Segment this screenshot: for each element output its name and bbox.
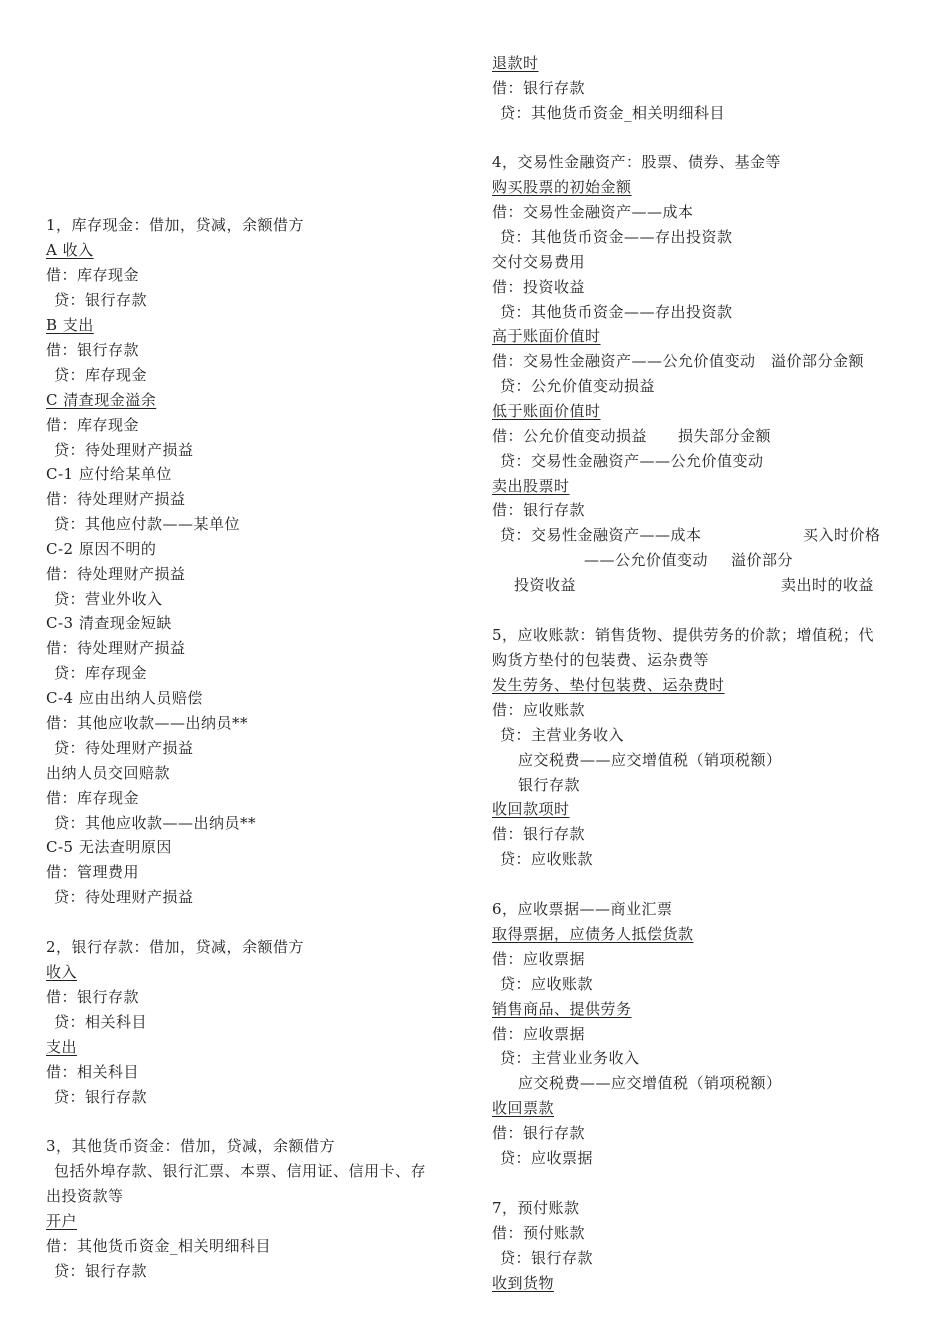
right-line: 借：交易性金融资产——公允价值变动 溢价部分金额 bbox=[492, 352, 865, 370]
left-line: 贷：库存现金 bbox=[54, 366, 148, 384]
right-line: 4，交易性金融资产：股票、债券、基金等 bbox=[492, 153, 782, 171]
left-line: 贷：银行存款 bbox=[54, 1262, 148, 1280]
right-line: 低于账面价值时 bbox=[492, 402, 601, 420]
right-line: 卖出股票时 bbox=[492, 477, 570, 495]
left-line: 开户 bbox=[46, 1212, 78, 1230]
right-line: 借：预付账款 bbox=[492, 1224, 586, 1242]
left-line: 贷：待处理财产损益 bbox=[54, 888, 194, 906]
left-line: 贷：银行存款 bbox=[54, 1088, 148, 1106]
left-line: C-5 无法查明原因 bbox=[46, 838, 172, 856]
right-line: 贷：其他货币资金——存出投资款 bbox=[500, 303, 733, 321]
left-line: 2，银行存款：借加，贷减，余额借方 bbox=[46, 938, 305, 956]
right-line: 6，应收票据——商业汇票 bbox=[492, 900, 673, 918]
right-line: 收回票款 bbox=[492, 1099, 555, 1117]
sale-investment-income: 投资收益 bbox=[514, 576, 577, 594]
right-line: 借：银行存款 bbox=[492, 79, 586, 97]
sale-income: 卖出时的收益 bbox=[781, 576, 875, 594]
left-line: C-2 原因不明的 bbox=[46, 540, 157, 558]
left-line: 借：待处理财产损益 bbox=[46, 565, 186, 583]
left-line: 贷：银行存款 bbox=[54, 291, 148, 309]
right-line: 收到货物 bbox=[492, 1274, 555, 1292]
right-line: 贷：其他货币资金_相关明细科目 bbox=[500, 104, 726, 122]
right-line: 借：应收票据 bbox=[492, 1025, 586, 1043]
left-line: 包括外埠存款、银行汇票、本票、信用证、信用卡、存 bbox=[54, 1162, 427, 1180]
left-line: 贷：相关科目 bbox=[54, 1013, 148, 1031]
left-line: 3，其他货币资金：借加，贷减，余额借方 bbox=[46, 1137, 336, 1155]
right-line: 购买股票的初始金额 bbox=[492, 178, 632, 196]
right-line: 高于账面价值时 bbox=[492, 327, 601, 345]
right-line: 取得票据，应债务人抵偿货款 bbox=[492, 925, 694, 943]
right-line: 贷：公允价值变动损益 bbox=[500, 377, 656, 395]
right-line: 应交税费——应交增值税（销项税额） bbox=[518, 751, 782, 769]
sale-buy-price: 买入时价格 bbox=[803, 526, 881, 544]
right-line: 借：交易性金融资产——成本 bbox=[492, 203, 694, 221]
right-line: 借：银行存款 bbox=[492, 825, 586, 843]
right-line: 贷：交易性金融资产——公允价值变动 bbox=[500, 452, 764, 470]
right-line: 贷：主营业务收入 bbox=[500, 726, 625, 744]
sale-credit-cost: 贷：交易性金融资产——成本 bbox=[500, 526, 702, 544]
right-line: 借：公允价值变动损益 损失部分金额 bbox=[492, 427, 772, 445]
right-line: 贷：其他货币资金——存出投资款 bbox=[500, 228, 733, 246]
left-line: C-1 应付给某单位 bbox=[46, 465, 172, 483]
left-line: 贷：营业外收入 bbox=[54, 590, 163, 608]
left-line: 借：管理费用 bbox=[46, 863, 140, 881]
right-line: 借：应收账款 bbox=[492, 701, 586, 719]
left-line: C 清查现金溢余 bbox=[46, 391, 157, 409]
right-line: 贷：应收票据 bbox=[500, 1149, 594, 1167]
left-line: 借：其他应收款——出纳员** bbox=[46, 714, 249, 732]
right-line: 借：银行存款 bbox=[492, 1124, 586, 1142]
right-line: 销售商品、提供劳务 bbox=[492, 1000, 632, 1018]
left-line: 借：库存现金 bbox=[46, 416, 140, 434]
left-line: 出纳人员交回赔款 bbox=[46, 764, 171, 782]
left-line: 借：其他货币资金_相关明细科目 bbox=[46, 1237, 272, 1255]
right-line: 发生劳务、垫付包装费、运杂费时 bbox=[492, 676, 725, 694]
right-line: 贷：应收账款 bbox=[500, 975, 594, 993]
right-line: 应交税费——应交增值税（销项税额） bbox=[518, 1074, 782, 1092]
left-line: 借：银行存款 bbox=[46, 988, 140, 1006]
right-line: 贷：应收账款 bbox=[500, 850, 594, 868]
right-line: 收回款项时 bbox=[492, 800, 570, 818]
left-line: C-3 清查现金短缺 bbox=[46, 614, 172, 632]
left-line: 收入 bbox=[46, 963, 78, 981]
left-line: 借：银行存款 bbox=[46, 341, 140, 359]
right-line: 5，应收账款：销售货物、提供劳务的价款；增值税；代 bbox=[492, 626, 875, 644]
left-line: 贷：其他应付款——某单位 bbox=[54, 515, 241, 533]
left-line: C-4 应由出纳人员赔偿 bbox=[46, 689, 203, 707]
right-line: 借：银行存款 bbox=[492, 501, 586, 519]
left-line: 支出 bbox=[46, 1038, 78, 1056]
sale-fv-change: ——公允价值变动 bbox=[584, 551, 709, 569]
sale-premium: 溢价部分 bbox=[731, 551, 794, 569]
left-line: B 支出 bbox=[46, 316, 94, 334]
left-line: 贷：其他应收款——出纳员** bbox=[54, 814, 257, 832]
right-line: 贷：银行存款 bbox=[500, 1249, 594, 1267]
right-line: 交付交易费用 bbox=[492, 253, 586, 271]
right-line: 借：投资收益 bbox=[492, 278, 586, 296]
right-line: 购货方垫付的包装费、运杂费等 bbox=[492, 651, 710, 669]
right-line: 退款时 bbox=[492, 54, 539, 72]
left-line: 1，库存现金：借加，贷减，余额借方 bbox=[46, 216, 305, 234]
left-line: 借：待处理财产损益 bbox=[46, 490, 186, 508]
right-line: 7，预付账款 bbox=[492, 1199, 580, 1217]
left-line: 贷：库存现金 bbox=[54, 664, 148, 682]
left-line: 借：库存现金 bbox=[46, 266, 140, 284]
right-line: 贷：主营业业务收入 bbox=[500, 1049, 640, 1067]
right-line: 借：应收票据 bbox=[492, 950, 586, 968]
left-line: A 收入 bbox=[46, 241, 94, 259]
right-line: 银行存款 bbox=[518, 776, 581, 794]
left-line: 贷：待处理财产损益 bbox=[54, 739, 194, 757]
left-line: 借：相关科目 bbox=[46, 1063, 140, 1081]
left-line: 借：待处理财产损益 bbox=[46, 639, 186, 657]
left-line: 贷：待处理财产损益 bbox=[54, 441, 194, 459]
left-line: 借：库存现金 bbox=[46, 789, 140, 807]
left-line: 出投资款等 bbox=[46, 1187, 124, 1205]
